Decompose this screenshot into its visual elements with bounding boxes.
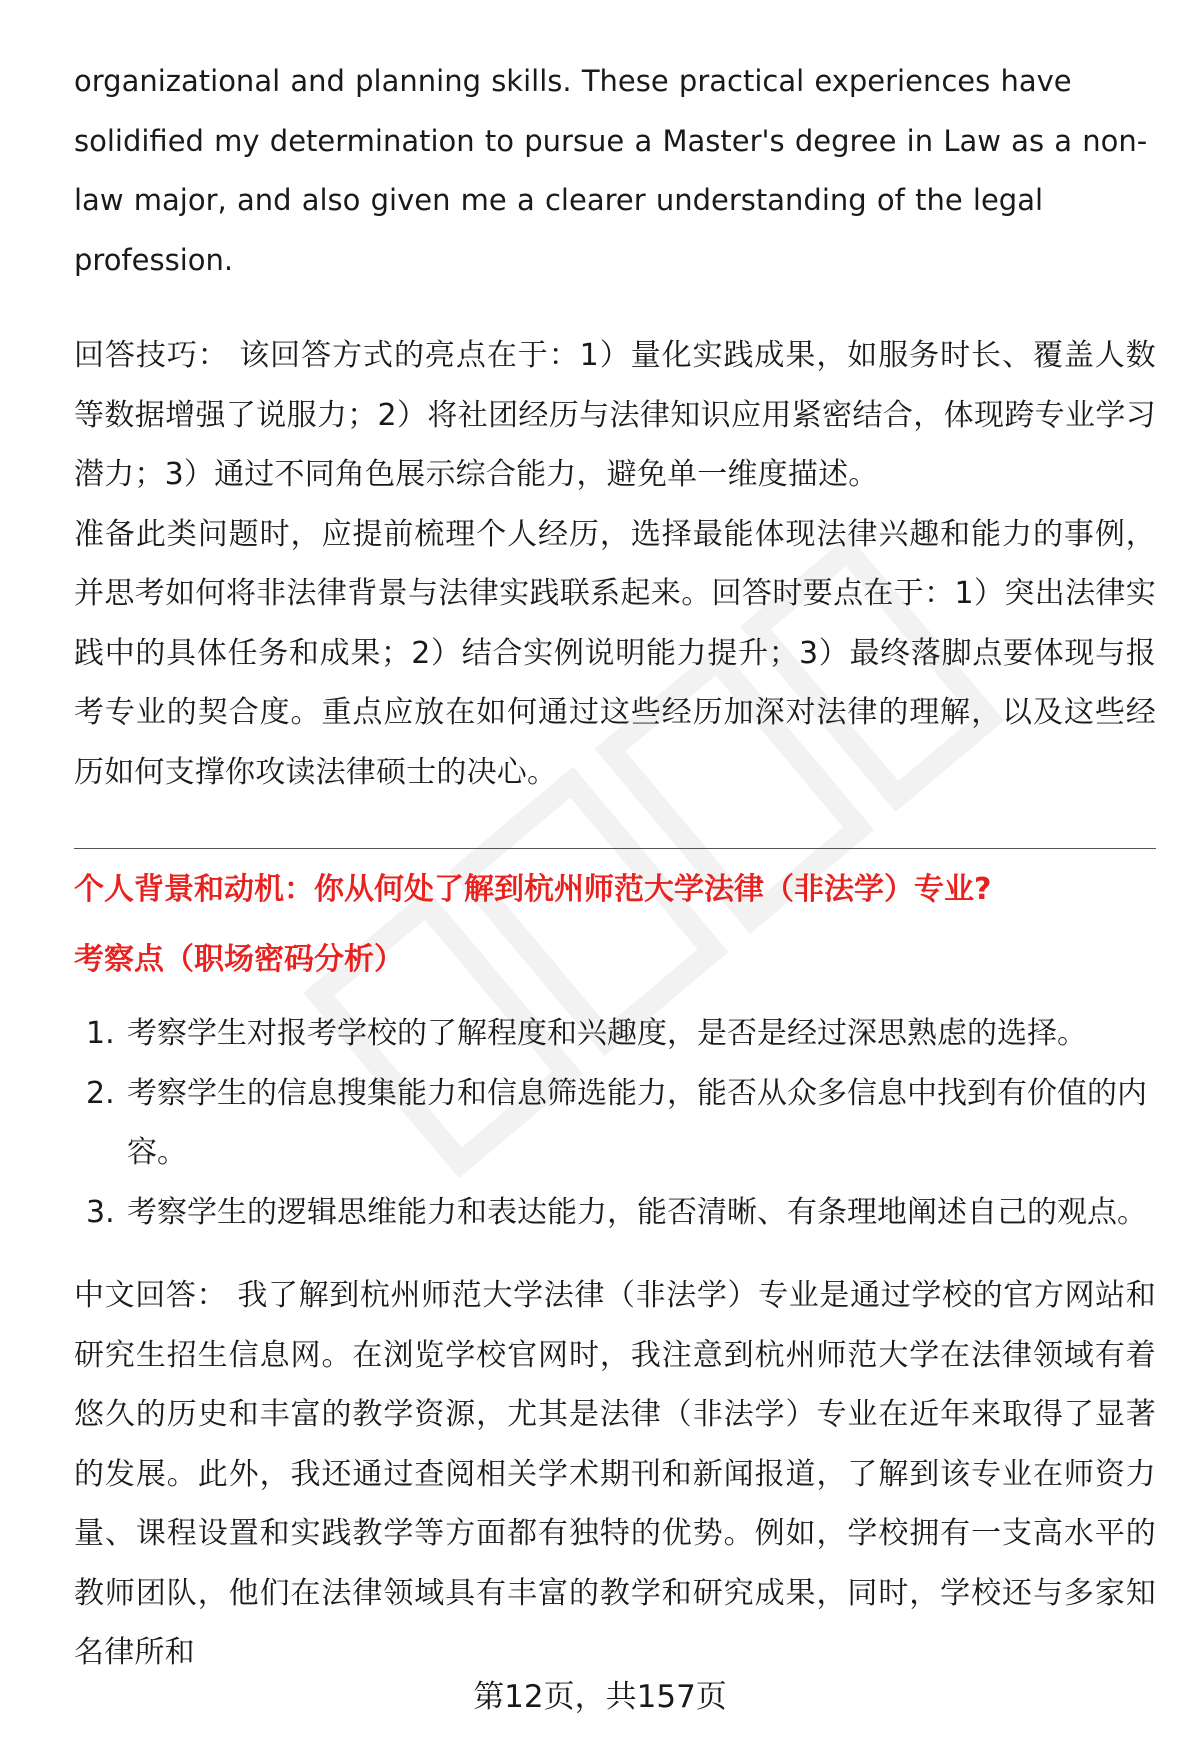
page-number-footer: 第12页，共157页 (473, 1679, 727, 1715)
list-item-number: 3. (86, 1194, 115, 1230)
list-item-number: 1. (86, 1016, 115, 1051)
list-item-text: 考察学生的逻辑思维能力和表达能力，能否清晰、有条理地阐述自己的观点。 (127, 1194, 1147, 1230)
question-heading: 个人背景和动机：你从何处了解到杭州师范大学法律（非法学）专业? (74, 872, 992, 907)
exam-points-heading: 考察点（职场密码分析） (74, 942, 404, 977)
tips-paragraph (74, 326, 1156, 505)
answer-paragraph (74, 1266, 1156, 1683)
list-item (74, 1183, 1156, 1243)
list-item-number: 2. (86, 1075, 115, 1111)
exam-points-list (74, 1004, 1156, 1242)
tips-label: 回答技巧： (74, 338, 229, 373)
answer-label: 中文回答： (74, 1278, 228, 1313)
tips-text: 该回答方式的亮点在于：1）量化实践成果，如服务时长、覆盖人数等数据增强了说服力；2）将社团经历与法律知识应用紧密结合，体现跨专业学习潜力；3）通过不同角色展示综合能力，避免单一维度描述。 (74, 338, 1156, 492)
intro-english-paragraph: organizational and planning skills. These practical experiences have solidified my determination to pursue a Master's degree in Law as a non-law major, and also given me a clearer understanding of the legal profession. (74, 64, 1148, 277)
list-item-text: 考察学生对报考学校的了解程度和兴趣度，是否是经过深思熟虑的选择。 (127, 1016, 1087, 1051)
answer-text: 我了解到杭州师范大学法律（非法学）专业是通过学校的官方网站和研究生招生信息网。在浏览学校官网时，我注意到杭州师范大学在法律领域有着悠久的历史和丰富的教学资源，尤其是法律（非法学）专业在近年来取得了显著的发展。此外，我还通过查阅相关学术期刊和新闻报道，了解到该专业在师资力量、课程设置和实践教学等方面都有独特的优势。例如，学校拥有一支高水平的教师团队，他们在法律领域具有丰富的教学和研究成果，同时，学校还与多家知名律所和 (74, 1278, 1156, 1670)
prep-paragraph: 准备此类问题时，应提前梳理个人经历，选择最能体现法律兴趣和能力的事例，并思考如何将非法律背景与法律实践联系起来。回答时要点在于：1）突出法律实践中的具体任务和成果；2）结合实例说明能力提升；3）最终落脚点要体现与报考专业的契合度。重点应放在如何通过这些经历加深对法律的理解，以及这些经历如何支撑你攻读法律硕士的决心。 (74, 516, 1156, 790)
list-item-text: 考察学生的信息搜集能力和信息筛选能力，能否从众多信息中找到有价值的内容。 (127, 1075, 1147, 1170)
section-divider (74, 848, 1156, 849)
document-page (74, 52, 1156, 1683)
list-item (74, 1004, 1156, 1064)
list-item (74, 1064, 1156, 1183)
